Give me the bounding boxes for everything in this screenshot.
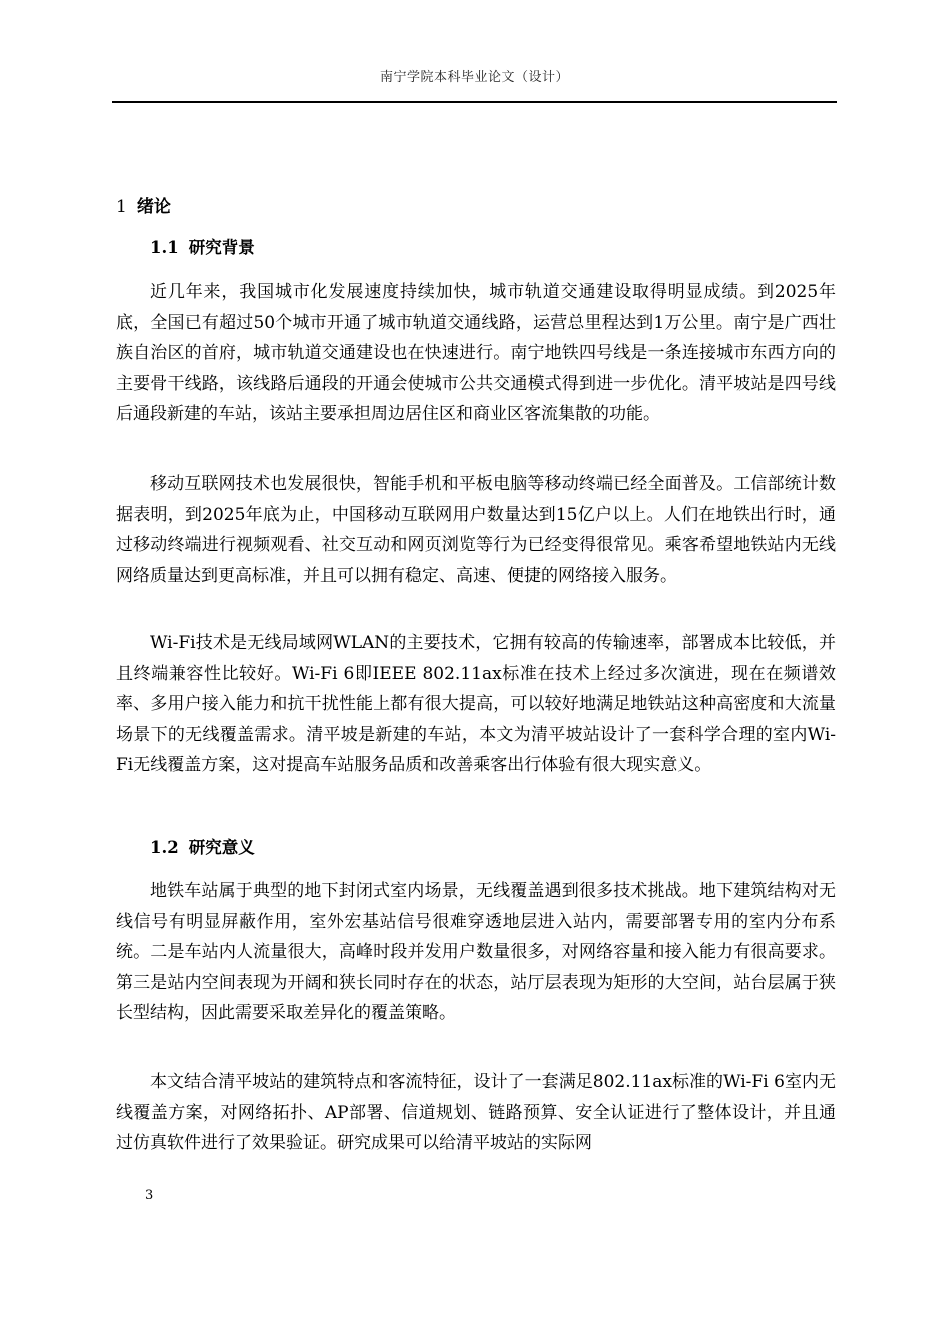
section-title-text: 研究背景 — [188, 238, 255, 257]
paragraph: 移动互联网技术也发展很快，智能手机和平板电脑等移动终端已经全面普及。工信部统计数据表明，到2025年底为止，中国移动互联网用户数量达到15亿户以上。人们在地铁出行时，通过移动终端进行视频观看、社交互动和网页浏览等行为已经变得很常见。乘客希望地铁站内无线网络质量达到更高标准，并且可以拥有稳定、高速、便捷的网络接入服务。 — [116, 474, 836, 586]
paragraph: 地铁车站属于典型的地下封闭式室内场景，无线覆盖遇到很多技术挑战。地下建筑结构对无线信号有明显屏蔽作用，室外宏基站信号很难穿透地层进入站内，需要部署专用的室内分布系统。二是车站内人流量很大，高峰时段并发用户数量很多，对网络容量和接入能力有很高要求。第三是站内空间表现为开阔和狭长同时存在的状态，站厅层表现为矩形的大空间，站台层属于狭长型结构，因此需要采取差异化的覆盖策略。 — [116, 881, 836, 1024]
section-title-1-2 — [150, 834, 255, 858]
section-number: 1.1 — [150, 238, 179, 257]
section-title-text: 研究意义 — [188, 838, 255, 857]
section-number: 1.2 — [150, 838, 179, 857]
chapter-title-text: 绪论 — [136, 197, 171, 217]
page-header: 南宁学院本科毕业论文（设计） — [379, 70, 569, 85]
paragraph: 本文结合清平坡站的建筑特点和客流特征，设计了一套满足802.11ax标准的Wi-Fi 6室内无线覆盖方案，对网络拓扑、AP部署、信道规划、链路预算、安全认证进行了整体设计，并且通过仿真软件进行了效果验证。研究成果可以给清平坡站的实际网 — [116, 1072, 836, 1154]
chapter-title — [116, 192, 171, 217]
section-title-1-1 — [150, 234, 255, 258]
paragraph: 近几年来，我国城市化发展速度持续加快，城市轨道交通建设取得明显成绩。到2025年底，全国已有超过50个城市开通了城市轨道交通线路，运营总里程达到1万公里。南宁是广西壮族自治区的首府，城市轨道交通建设也在快速进行。南宁地铁四号线是一条连接城市东西方向的主要骨干线路，该线路后通段的开通会使城市公共交通模式得到进一步优化。清平坡站是四号线后通段新建的车站，该站主要承担周边居住区和商业区客流集散的功能。 — [116, 282, 836, 425]
page-number: 3 — [145, 1188, 154, 1203]
paragraph: Wi-Fi技术是无线局域网WLAN的主要技术，它拥有较高的传输速率，部署成本比较低，并且终端兼容性比较好。Wi-Fi 6即IEEE 802.11ax标准在技术上经过多次演进，现在在频谱效率、多用户接入能力和抗干扰性能上都有很大提高，可以较好地满足地铁站这种高密度和大流量场景下的无线覆盖需求。清平坡是新建的车站，本文为清平坡站设计了一套科学合理的室内Wi-Fi无线覆盖方案，这对提高车站服务品质和改善乘客出行体验有很大现实意义。 — [116, 633, 836, 776]
header-rule — [112, 101, 837, 103]
chapter-number: 1 — [116, 197, 127, 217]
